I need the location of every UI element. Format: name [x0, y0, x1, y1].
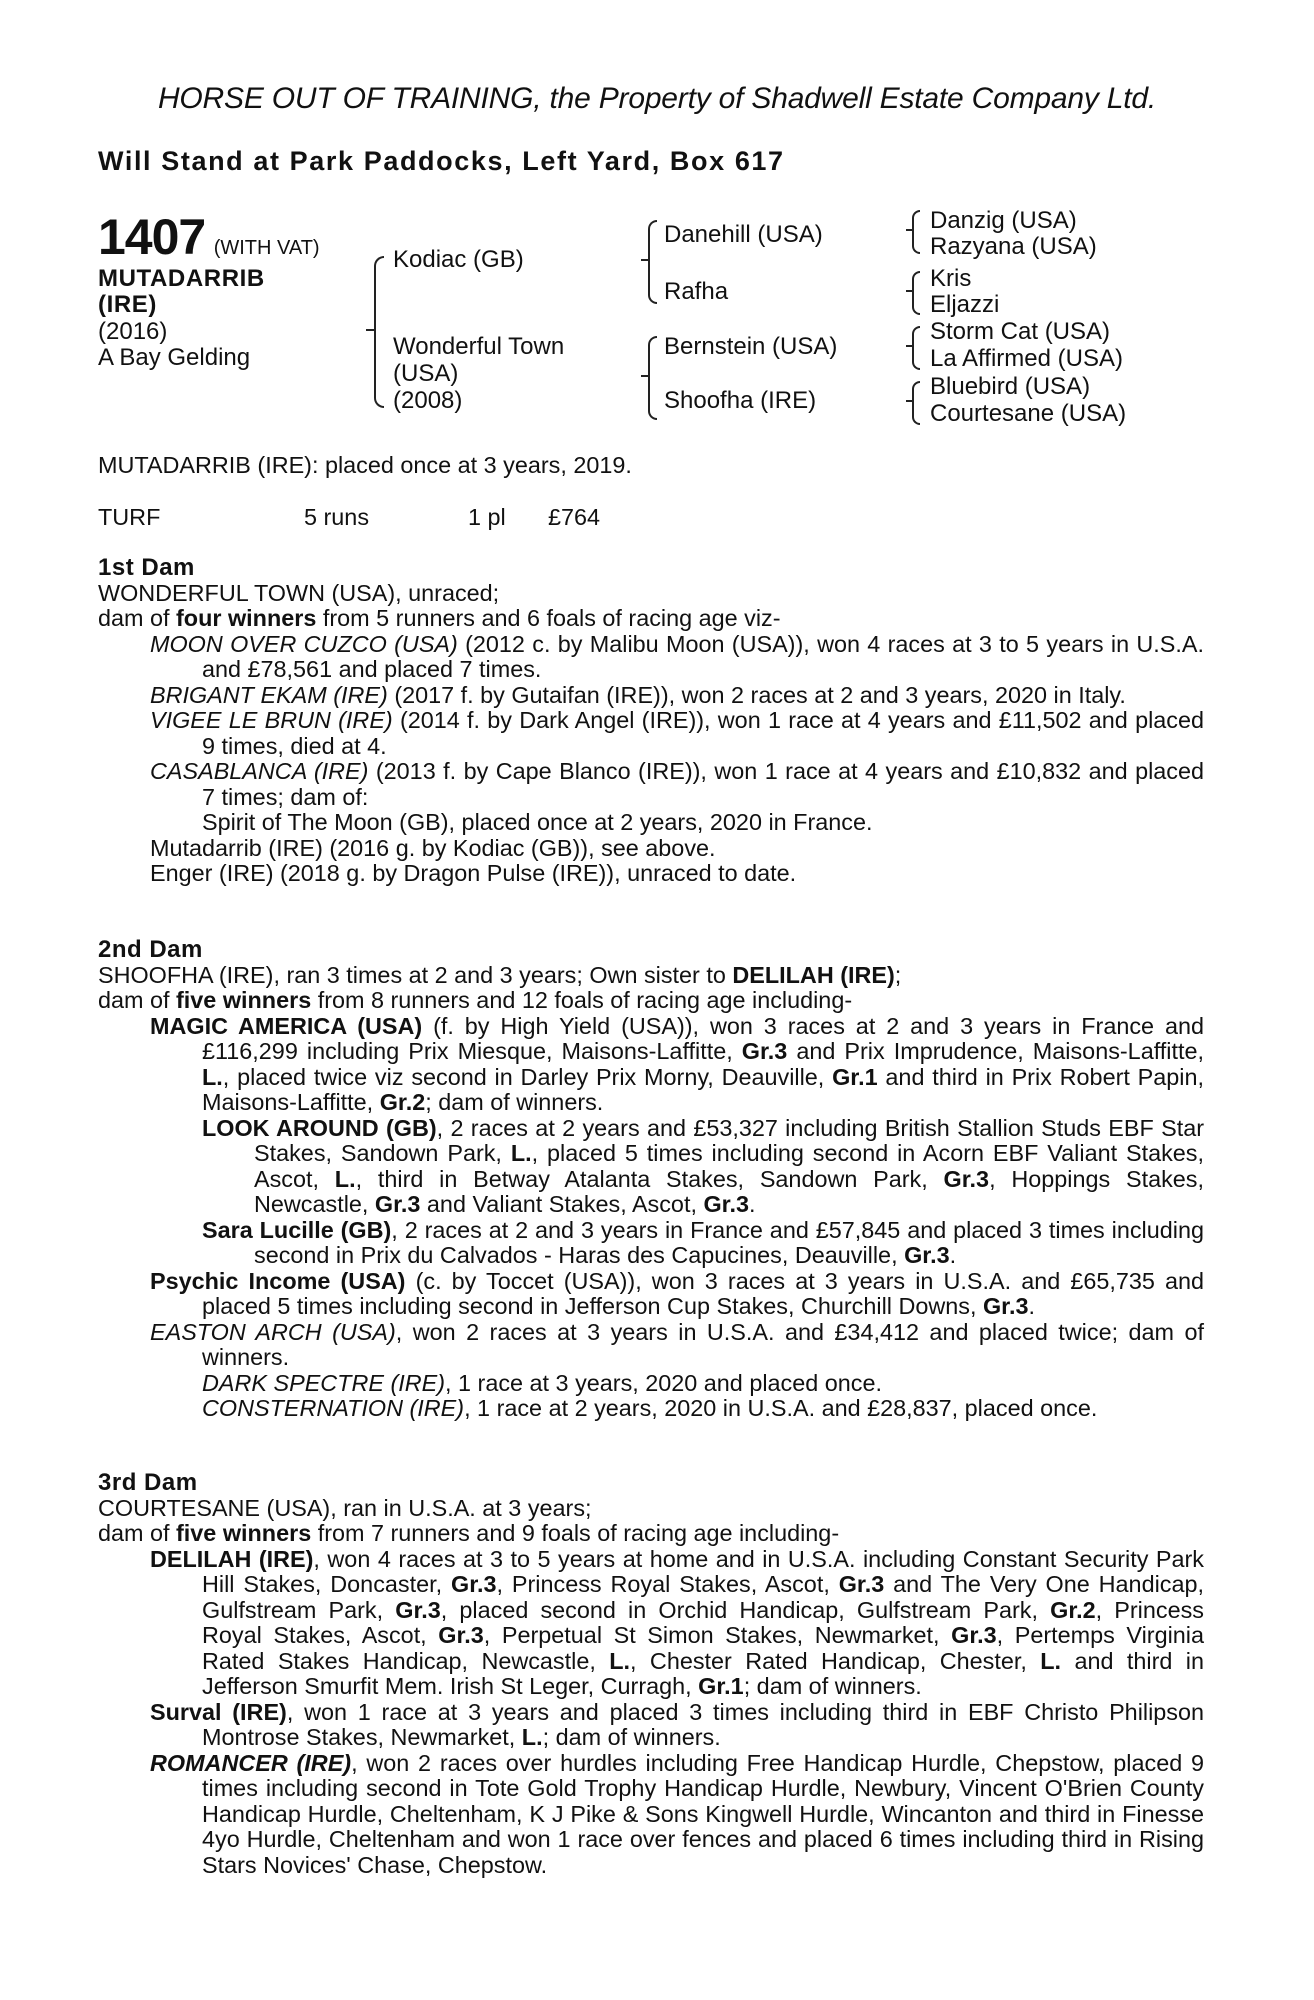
produce-entry: MOON OVER CUZCO (USA) (2012 c. by Malibu Moon (USA)), won 4 races at 3 to 5 years in U.S.A. and £78,561 and placed 7 times. — [150, 630, 1204, 682]
pedigree-dam-line1: Wonderful Town — [393, 333, 565, 360]
vat-note: (WITH VAT) — [213, 237, 320, 259]
record-surface: TURF — [98, 504, 161, 530]
dam-intro: COURTESANE (USA), ran in U.S.A. at 3 years; — [98, 1494, 592, 1521]
produce-entry: VIGEE LE BRUN (IRE) (2014 f. by Dark Angel (IRE)), won 1 race at 4 years and £11,502 and placed 9 times, died at 4. — [150, 707, 1204, 759]
record-earnings: £764 — [548, 504, 601, 530]
lot-header — [98, 208, 320, 266]
record-runs: 5 runs — [304, 504, 370, 530]
pedigree-bracket-3d — [912, 381, 920, 425]
race-summary: MUTADARRIB (IRE): placed once at 3 years, 2019. — [98, 452, 632, 478]
pedigree-bracket-3b-tick — [906, 290, 914, 292]
produce-subentry: Spirit of The Moon (GB), placed once at 2 years, 2020 in France. — [202, 809, 873, 835]
produce-subentry: DARK SPECTRE (IRE), 1 race at 3 years, 2020 and placed once. — [202, 1369, 882, 1396]
produce-entry: DELILAH (IRE), won 4 races at 3 to 5 years at home and in U.S.A. including Constant Security Park Hill Stakes, Doncaster, Gr.3, Princess Royal Stakes, Ascot, Gr.3 and The Very One Handicap, Gulfstream Park, Gr.3, placed second in Orchid Handicap, Gulfstream Park, Gr.2, Princess Royal Stakes, Ascot, Gr.3, Perpetual St Simon Stakes, Newmarket, Gr.3, Pertemps Virginia Rated Stakes Handicap, Newcastle, L., Chester Rated Handicap, Chester, L. and third in Jefferson Smurfit Mem. Irish St Leger, Curragh, Gr.1; dam of winners. — [150, 1545, 1205, 1699]
record-placed: 1 pl — [468, 504, 506, 530]
pedigree-ddd: Courtesane (USA) — [930, 400, 1127, 427]
produce-entry: CASABLANCA (IRE) (2013 f. by Cape Blanco (IRE)), won 1 race at 4 years and £10,832 and placed 7 times; dam of: — [150, 758, 1204, 810]
produce-entry: ROMANCER (IRE), won 2 races over hurdles including Free Handicap Hurdle, Chepstow, placed 9 times including second in Tote Gold Trophy Handicap Hurdle, Newbury, Vincent O'Brien County Handicap Hurdle, Cheltenham, K J Pike & Sons Kingwell Hurdle, Wincanton and third in Finesse 4yo Hurdle, Cheltenham and won 1 race over fences and placed 6 times including third in Rising Stars Novices' Chase, Chepstow. — [150, 1749, 1204, 1878]
pedigree-bracket-3c — [912, 326, 920, 370]
pedigree-sds: Kris — [930, 265, 972, 292]
pedigree-dam-line3: (2008) — [393, 387, 463, 414]
dam-produce-summary: dam of five winners from 7 runners and 9 foals of racing age including- — [98, 1520, 840, 1546]
first-dam-section — [98, 555, 1204, 887]
horse-year: (2016) — [98, 318, 168, 345]
pedigree-ssd: Razyana (USA) — [930, 233, 1097, 260]
pedigree-bracket-2b — [648, 336, 657, 420]
produce-entry: MAGIC AMERICA (USA) (f. by High Yield (USA)), won 3 races at 2 and 3 years in France and £116,299 including Prix Miesque, Maisons-Laffitte, Gr.3 and Prix Imprudence, Maisons-Laffitte, L., placed twice viz second in Darley Prix Morny, Deauville, Gr.1 and third in Prix Robert Papin, Maisons-Laffitte, Gr.2; dam of winners. — [150, 1012, 1204, 1115]
produce-subentry: CONSTERNATION (IRE), 1 race at 2 years, 2020 in U.S.A. and £28,837, placed once. — [202, 1395, 1098, 1421]
produce-entry: BRIGANT EKAM (IRE) (2017 f. by Gutaifan (IRE)), won 2 races at 2 and 3 years, 2020 in Italy. — [150, 681, 1126, 708]
horse-name: MUTADARRIB (IRE) — [98, 265, 265, 318]
pedigree-dsd: La Affirmed (USA) — [930, 345, 1123, 372]
pedigree-bracket-3d-tick — [906, 400, 914, 402]
second-dam-section — [98, 937, 1204, 1422]
pedigree-bracket-3c-tick — [906, 345, 914, 347]
pedigree-bracket-1-tick — [366, 329, 374, 331]
dam-intro: SHOOFHA (IRE), ran 3 times at 2 and 3 years; Own sister to DELILAH (IRE); — [98, 961, 902, 988]
horse-description: A Bay Gelding — [98, 344, 251, 371]
produce-entry: EASTON ARCH (USA), won 2 races at 3 years in U.S.A. and £34,412 and placed twice; dam of winners. — [150, 1318, 1204, 1370]
produce-entry: Mutadarrib (IRE) (2016 g. by Kodiac (GB)), see above. — [150, 834, 716, 861]
produce-entry: Enger (IRE) (2018 g. by Dragon Pulse (IRE)), unraced to date. — [150, 860, 797, 886]
dam-intro: WONDERFUL TOWN (USA), unraced; — [98, 579, 500, 606]
section-heading: 2nd Dam — [98, 936, 203, 963]
pedigree-dam-sire: Bernstein (USA) — [664, 333, 838, 360]
pedigree-bracket-3b — [912, 271, 920, 315]
page-title: HORSE OUT OF TRAINING, the Property of Shadwell Estate Company Ltd. — [157, 82, 1157, 115]
pedigree-bracket-2b-tick — [641, 375, 649, 377]
produce-subentry: Sara Lucille (GB), 2 races at 2 and 3 years in France and £57,845 and placed 3 times including second in Prix du Calvados - Haras des Capucines, Deauville, Gr.3. — [202, 1216, 1204, 1268]
third-dam-section — [98, 1470, 1204, 1878]
section-heading: 1st Dam — [98, 554, 195, 581]
pedigree-bracket-2a — [648, 220, 657, 304]
pedigree-bracket-1 — [374, 256, 384, 408]
dam-produce-summary: dam of four winners from 5 runners and 6 foals of racing age viz- — [98, 605, 781, 631]
dam-produce-summary: dam of five winners from 8 runners and 12 foals of racing age including- — [98, 987, 853, 1013]
pedigree-dds: Bluebird (USA) — [930, 373, 1091, 400]
produce-entry: Surval (IRE), won 1 race at 3 years and placed 3 times including third in EBF Christo Philipson Montrose Stakes, Newmarket, L.; dam of winners. — [150, 1698, 1205, 1750]
pedigree-sire-sire: Danehill (USA) — [664, 221, 823, 248]
pedigree-sss: Danzig (USA) — [930, 207, 1077, 234]
produce-subentry: LOOK AROUND (GB), 2 races at 2 years and £53,327 including British Stallion Studs EBF Star Stakes, Sandown Park, L., placed 5 times including second in Acorn EBF Valiant Stakes, Ascot, L., third in Betway Atalanta Stakes, Sandown Park, Gr.3, Hoppings Stakes, Newcastle, Gr.3 and Valiant Stakes, Ascot, Gr.3. — [202, 1114, 1205, 1217]
pedigree-sdd: Eljazzi — [930, 291, 1000, 318]
pedigree-sire-dam: Rafha — [664, 278, 729, 305]
lot-number: 1407 — [98, 209, 206, 265]
pedigree-dam-line2: (USA) — [393, 360, 459, 387]
produce-entry: Psychic Income (USA) (c. by Toccet (USA)), won 3 races at 3 years in U.S.A. and £65,735 and placed 5 times including second in Jefferson Cup Stakes, Churchill Downs, Gr.3. — [150, 1267, 1204, 1319]
pedigree-bracket-3a — [912, 210, 920, 254]
pedigree-dss: Storm Cat (USA) — [930, 318, 1111, 345]
pedigree-bracket-2a-tick — [641, 259, 649, 261]
pedigree-sire: Kodiac (GB) — [393, 246, 524, 273]
pedigree-dam-dam: Shoofha (IRE) — [664, 387, 817, 414]
section-heading: 3rd Dam — [98, 1469, 198, 1496]
pedigree-bracket-3a-tick — [906, 229, 914, 231]
page-subtitle: Will Stand at Park Paddocks, Left Yard, Box 617 — [98, 146, 785, 176]
